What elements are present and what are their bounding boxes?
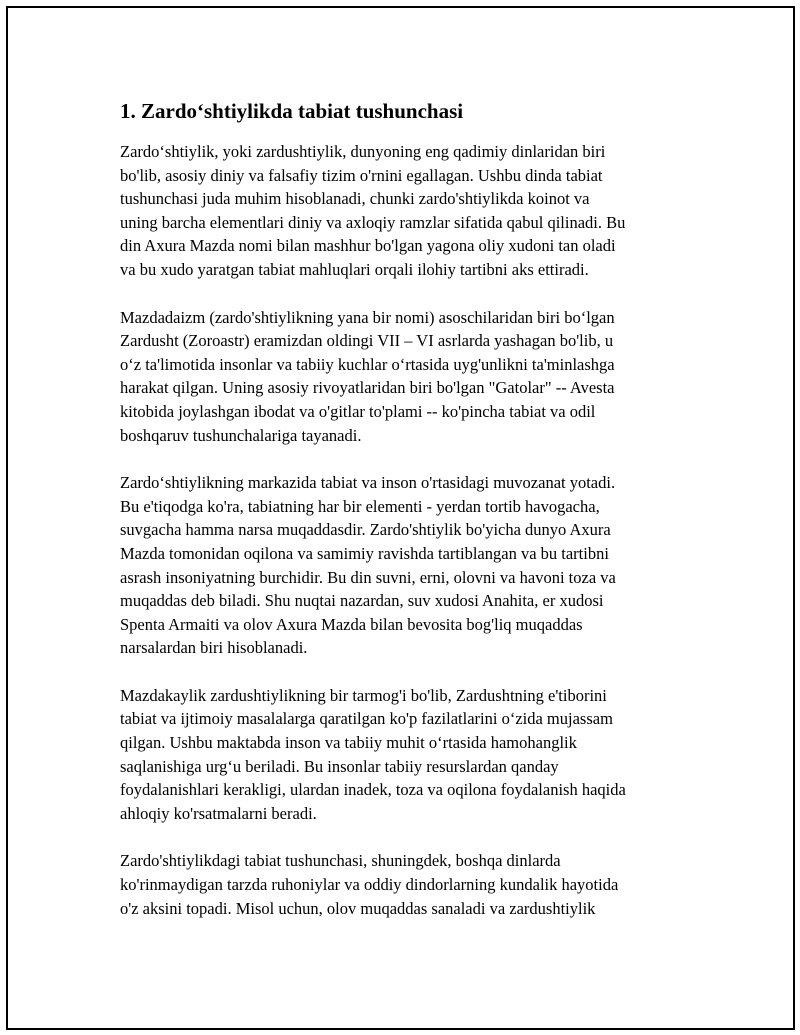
paragraph-4: Mazdakaylik zardushtiylikning bir tarmog'i bo'lib, Zardushtning e'tiborini tabiat va ijtimoiy masalalarga qaratilgan ko'p fazilatlarini o‘zida mujassam qilgan. Ushbu maktabda inson va tabiiy muhit o‘rtasida hamohanglik saqlanishiga urg‘u beriladi. Bu insonlar tabiiy resurslardan qanday foydalanishlari kerakligi, ulardan inadek, toza va oqilona foydalanish haqida ahloqiy ko'rsatmalarni beradi.: [120, 685, 626, 823]
paragraph-1: Zardo‘shtiylik, yoki zardushtiylik, dunyoning eng qadimiy dinlaridan biri bo'lib, asosiy diniy va falsafiy tizim o'rnini egallagan. Ushbu dinda tabiat tushunchasi juda muhim hisoblanadi, chunki zardo'shtiylikda koinot va uning barcha elementlari diniy va axloqiy ramzlar sifatida qabul qilinadi. Bu din Axura Mazda nomi bilan mashhur bo'lgan yagona oliy xudoni tan oladi va bu xudo yaratgan tabiat mahluqlari orqali ilohiy tartibni aks ettiradi.: [120, 142, 626, 279]
paragraph-3: Zardo‘shtiylikning markazida tabiat va inson o'rtasidagi muvozanat yotadi. Bu e'tiqodga ko'ra, tabiatning har bir elementi - yerdan tortib havogacha, suvgacha hamma narsa muqaddasdir. Zardo'shtiylik bo'yicha dunyo Axura Mazda tomonidan oqilona va samimiy ravishda tartiblangan va bu tartibni asrash insoniyatning burchidir. Bu din suvni, erni, olovni va havoni toza va muqaddas deb biladi. Shu nuqtai nazardan, suv xudosi Anahita, er xudosi Spenta Armaiti va olov Axura Mazda bilan bevosita bog'liq muqaddas narsalardan biri hisoblanadi.: [120, 473, 616, 658]
document-title: 1. Zardo‘shtiylikda tabiat tushunchasi: [120, 99, 464, 123]
document-body: [120, 98, 698, 944]
page-border: [6, 6, 795, 1030]
paragraph-2: Mazdadaizm (zardo'shtiylikning yana bir nomi) asoschilaridan biri bo‘lgan Zardusht (Zoroastr) eramizdan oldingi VII – VI asrlarda yashagan bo'lib, u o‘z ta'limotida insonlar va tabiiy kuchlar o‘rtasida uyg'unlikni ta'minlashga harakat qilgan. Uning asosiy rivoyatlaridan biri bo'lgan "Gatolar" -- Avesta kitobida joylashgan ibodat va o'gitlar to'plami -- ko'pincha tabiat va odil boshqaruv tushunchalariga tayanadi.: [120, 307, 615, 445]
paragraph-5: Zardo'shtiylikdagi tabiat tushunchasi, shuningdek, boshqa dinlarda ko'rinmaydigan tarzda ruhoniylar va oddiy dindorlarning kundalik hayotida o'z aksini topadi. Misol uchun, olov muqaddas sanaladi va zardushtiylik: [120, 851, 619, 918]
